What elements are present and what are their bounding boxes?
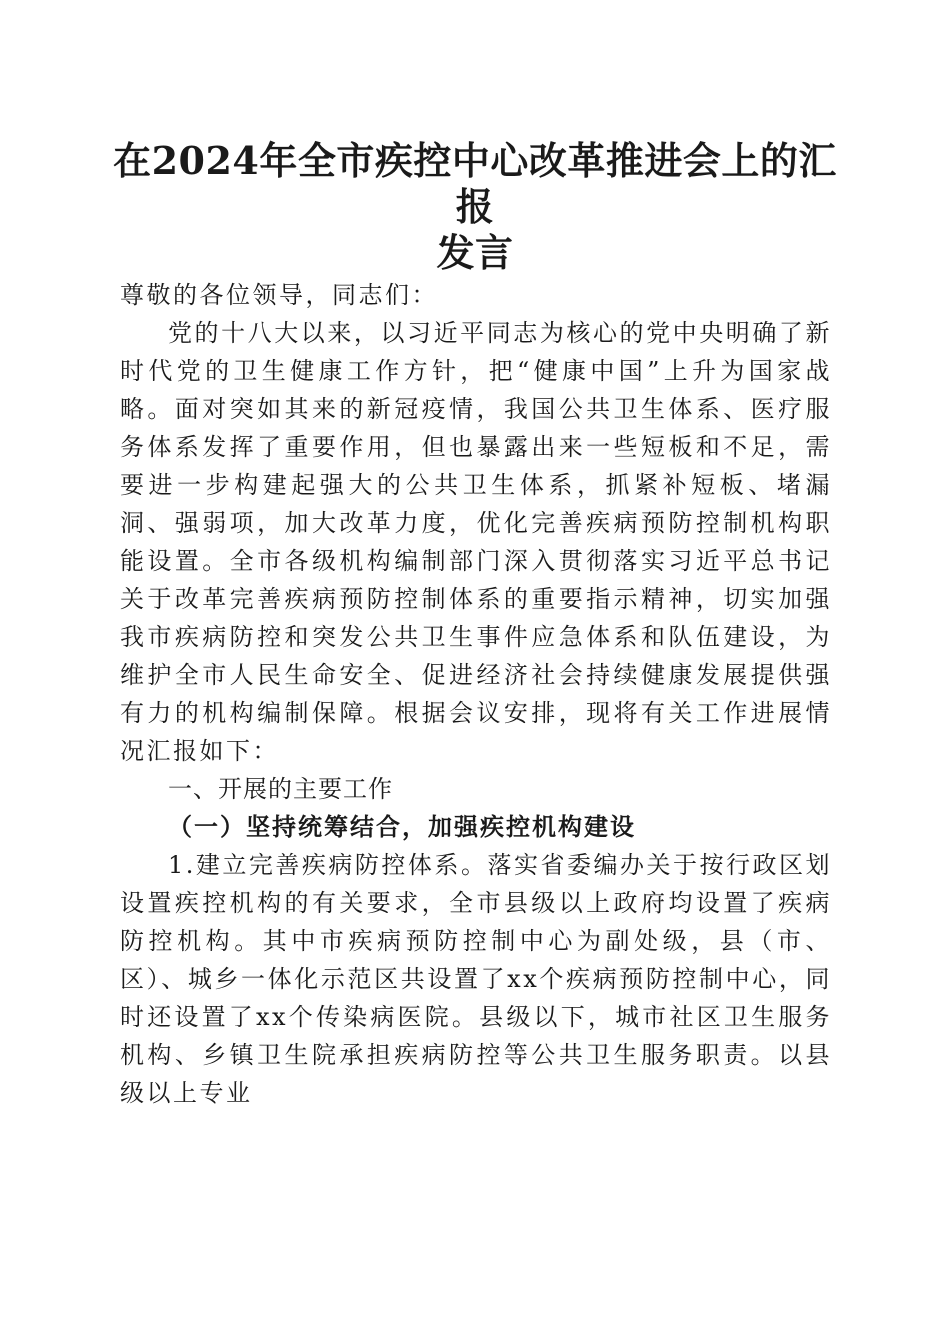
section-heading: 一、开展的主要工作 (168, 775, 393, 803)
item-paragraph: 1.建立完善疾病防控体系。落实省委编办关于按行政区划设置疾控机构的有关要求，全市县级以上政府均设置了疾病防控机构。其中市疾病预防控制中心为副处级，县（市、区）、城乡一体化示范区共设置了xx个疾病预防控制中心，同时还设置了xx个传染病医院。县级以下，城市社区卫生服务机构、乡镇卫生院承担疾病防控等公共卫生服务职责。以县级以上专业 (120, 851, 832, 1107)
subsection-heading: （一）坚持统筹结合，加强疾控机构建设 (168, 812, 636, 841)
intro-paragraph: 党的十八大以来，以习近平同志为核心的党中央明确了新时代党的卫生健康工作方针，把“健康中国”上升为国家战略。面对突如其来的新冠疫情，我国公共卫生体系、医疗服务体系发挥了重要作用，但也暴露出来一些短板和不足，需要进一步构建起强大的公共卫生体系，抓紧补短板、堵漏洞、强弱项，加大改革力度，优化完善疾病预防控制机构职能设置。全市各级机构编制部门深入贯彻落实习近平总书记关于改革完善疾病预防控制体系的重要指示精神，切实加强我市疾病防控和突发公共卫生事件应急体系和队伍建设，为维护全市人民生命安全、促进经济社会持续健康发展提供强有力的机构编制保障。根据会议安排，现将有关工作进展情况汇报如下： (120, 319, 832, 765)
title-line-1: 在2024年全市疾控中心改革推进会上的汇报 (113, 138, 837, 229)
salutation: 尊敬的各位领导，同志们： (120, 281, 438, 309)
document-title (100, 138, 850, 276)
title-line-2: 发言 (436, 230, 514, 275)
document-body (120, 276, 832, 1112)
